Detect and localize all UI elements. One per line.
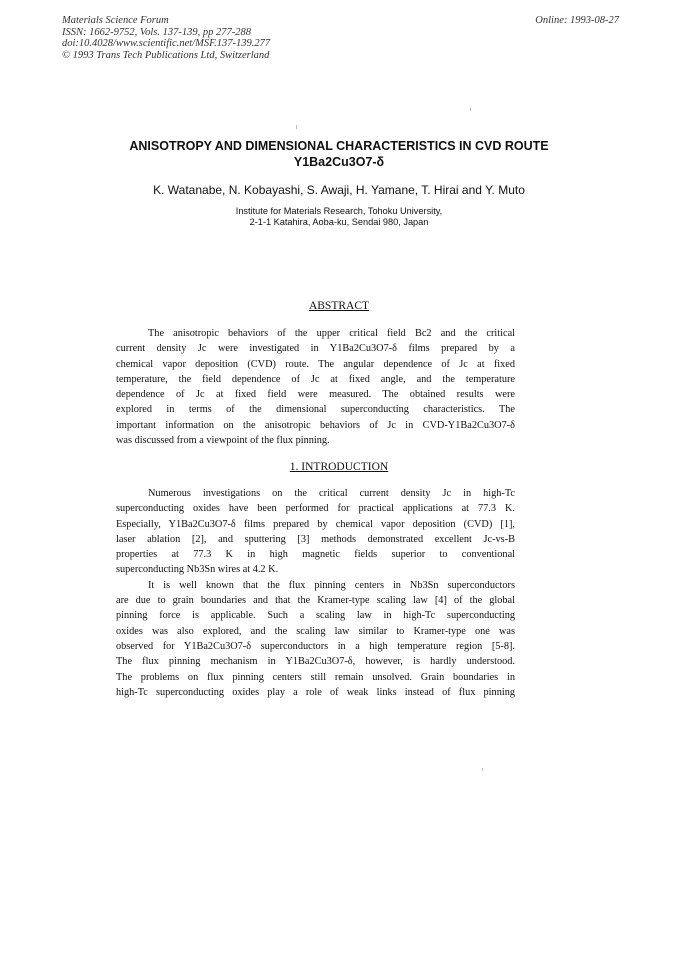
intro-line: laser ablation [2], and sputtering [3] methods demonstrated excellent Jc-vs-B (116, 533, 515, 545)
title-line-1: ANISOTROPY AND DIMENSIONAL CHARACTERISTICS IN CVD ROUTE (129, 139, 549, 153)
introduction-body (116, 486, 515, 700)
intro-line: The flux pinning mechanism in Y1Ba2Cu3O7-δ, however, is hardly understood. (116, 656, 515, 668)
intro-line: superconducting Nb3Sn wires at 4.2 K. (116, 564, 279, 576)
intro-line: pinning force is applicable. Such a scaling law in high-Tc superconducting (116, 610, 515, 622)
scan-speck (470, 108, 471, 111)
introduction-heading (70, 461, 608, 473)
author-list: K. Watanabe, N. Kobayashi, S. Awaji, H. Yamane, T. Hirai and Y. Muto (153, 183, 525, 197)
intro-line: superconducting oxides have been performed for practical applications at 77.3 K. (116, 503, 515, 515)
abstract-line: The anisotropic behaviors of the upper critical field Bc2 and the critical (148, 328, 515, 339)
intro-line: It is well known that the flux pinning centers in Nb3Sn superconductors (148, 579, 515, 591)
intro-line: Numerous investigations on the critical current density Jc in high-Tc (148, 488, 515, 499)
abstract-heading (70, 300, 608, 312)
affiliation (100, 206, 578, 228)
intro-line: The problems on flux pinning centers still remain unsolved. Grain boundaries in (116, 671, 515, 683)
title-line-2: Y1Ba2Cu3O7-δ (293, 155, 385, 169)
abstract-line: temperature, the field dependence of Jc at fixed angle, and the temperature (116, 373, 515, 385)
abstract-body (116, 326, 515, 448)
affiliation-line-2: 2-1-1 Katahira, Aoba-ku, Sendai 980, Japan (249, 217, 429, 227)
journal-name: Materials Science Forum (62, 15, 169, 26)
paper-title (70, 138, 608, 170)
abstract-heading-text: ABSTRACT (308, 300, 370, 312)
abstract-line: was discussed from a viewpoint of the flux pinning. (116, 435, 330, 447)
abstract-line: important information on the anisotropic behaviors of Jc in CVD-Y1Ba2Cu3O7-δ (116, 419, 515, 431)
online-date: Online: 1993-08-27 (535, 15, 619, 26)
intro-line: high-Tc superconducting oxides play a role of weak links instead of flux pinning (116, 686, 515, 698)
issn-line: ISSN: 1662-9752, Vols. 137-139, pp 277-288 (62, 26, 251, 38)
abstract-line: explored in terms of the dimensional superconducting characteristics. The (116, 404, 515, 416)
scan-speck (482, 768, 483, 771)
publication-metadata (62, 15, 270, 61)
doi-line: doi:10.4028/www.scientific.net/MSF.137-139.277 (62, 38, 271, 49)
intro-line: Especially, Y1Ba2Cu3O7-δ films prepared by chemical vapor deposition (CVD) [1], (116, 518, 515, 530)
scan-speck (296, 125, 297, 129)
abstract-line: chemical vapor deposition (CVD) route. The angular dependence of Jc at fixed (116, 358, 515, 370)
introduction-heading-text: 1. INTRODUCTION (289, 461, 389, 473)
copyright-line: © 1993 Trans Tech Publications Ltd, Switzerland (62, 49, 270, 61)
abstract-line: current density Jc were investigated in Y1Ba2Cu3O7-δ films prepared by a (116, 343, 515, 355)
abstract-line: dependence of Jc at fixed field were measured. The obtained results were (116, 389, 515, 401)
intro-line: observed for Y1Ba2Cu3O7-δ superconductors in a high temperature region [5-8]. (116, 640, 515, 652)
intro-line: properties at 77.3 K in high magnetic fields superior to conventional (116, 549, 515, 561)
intro-line: are due to grain boundaries and that the Kramer-type scaling law [4] of the global (116, 595, 515, 607)
intro-line: oxides was also explored, and the scaling law similar to Kramer-type one was (116, 625, 515, 637)
affiliation-line-1: Institute for Materials Research, Tohoku University, (235, 206, 443, 216)
